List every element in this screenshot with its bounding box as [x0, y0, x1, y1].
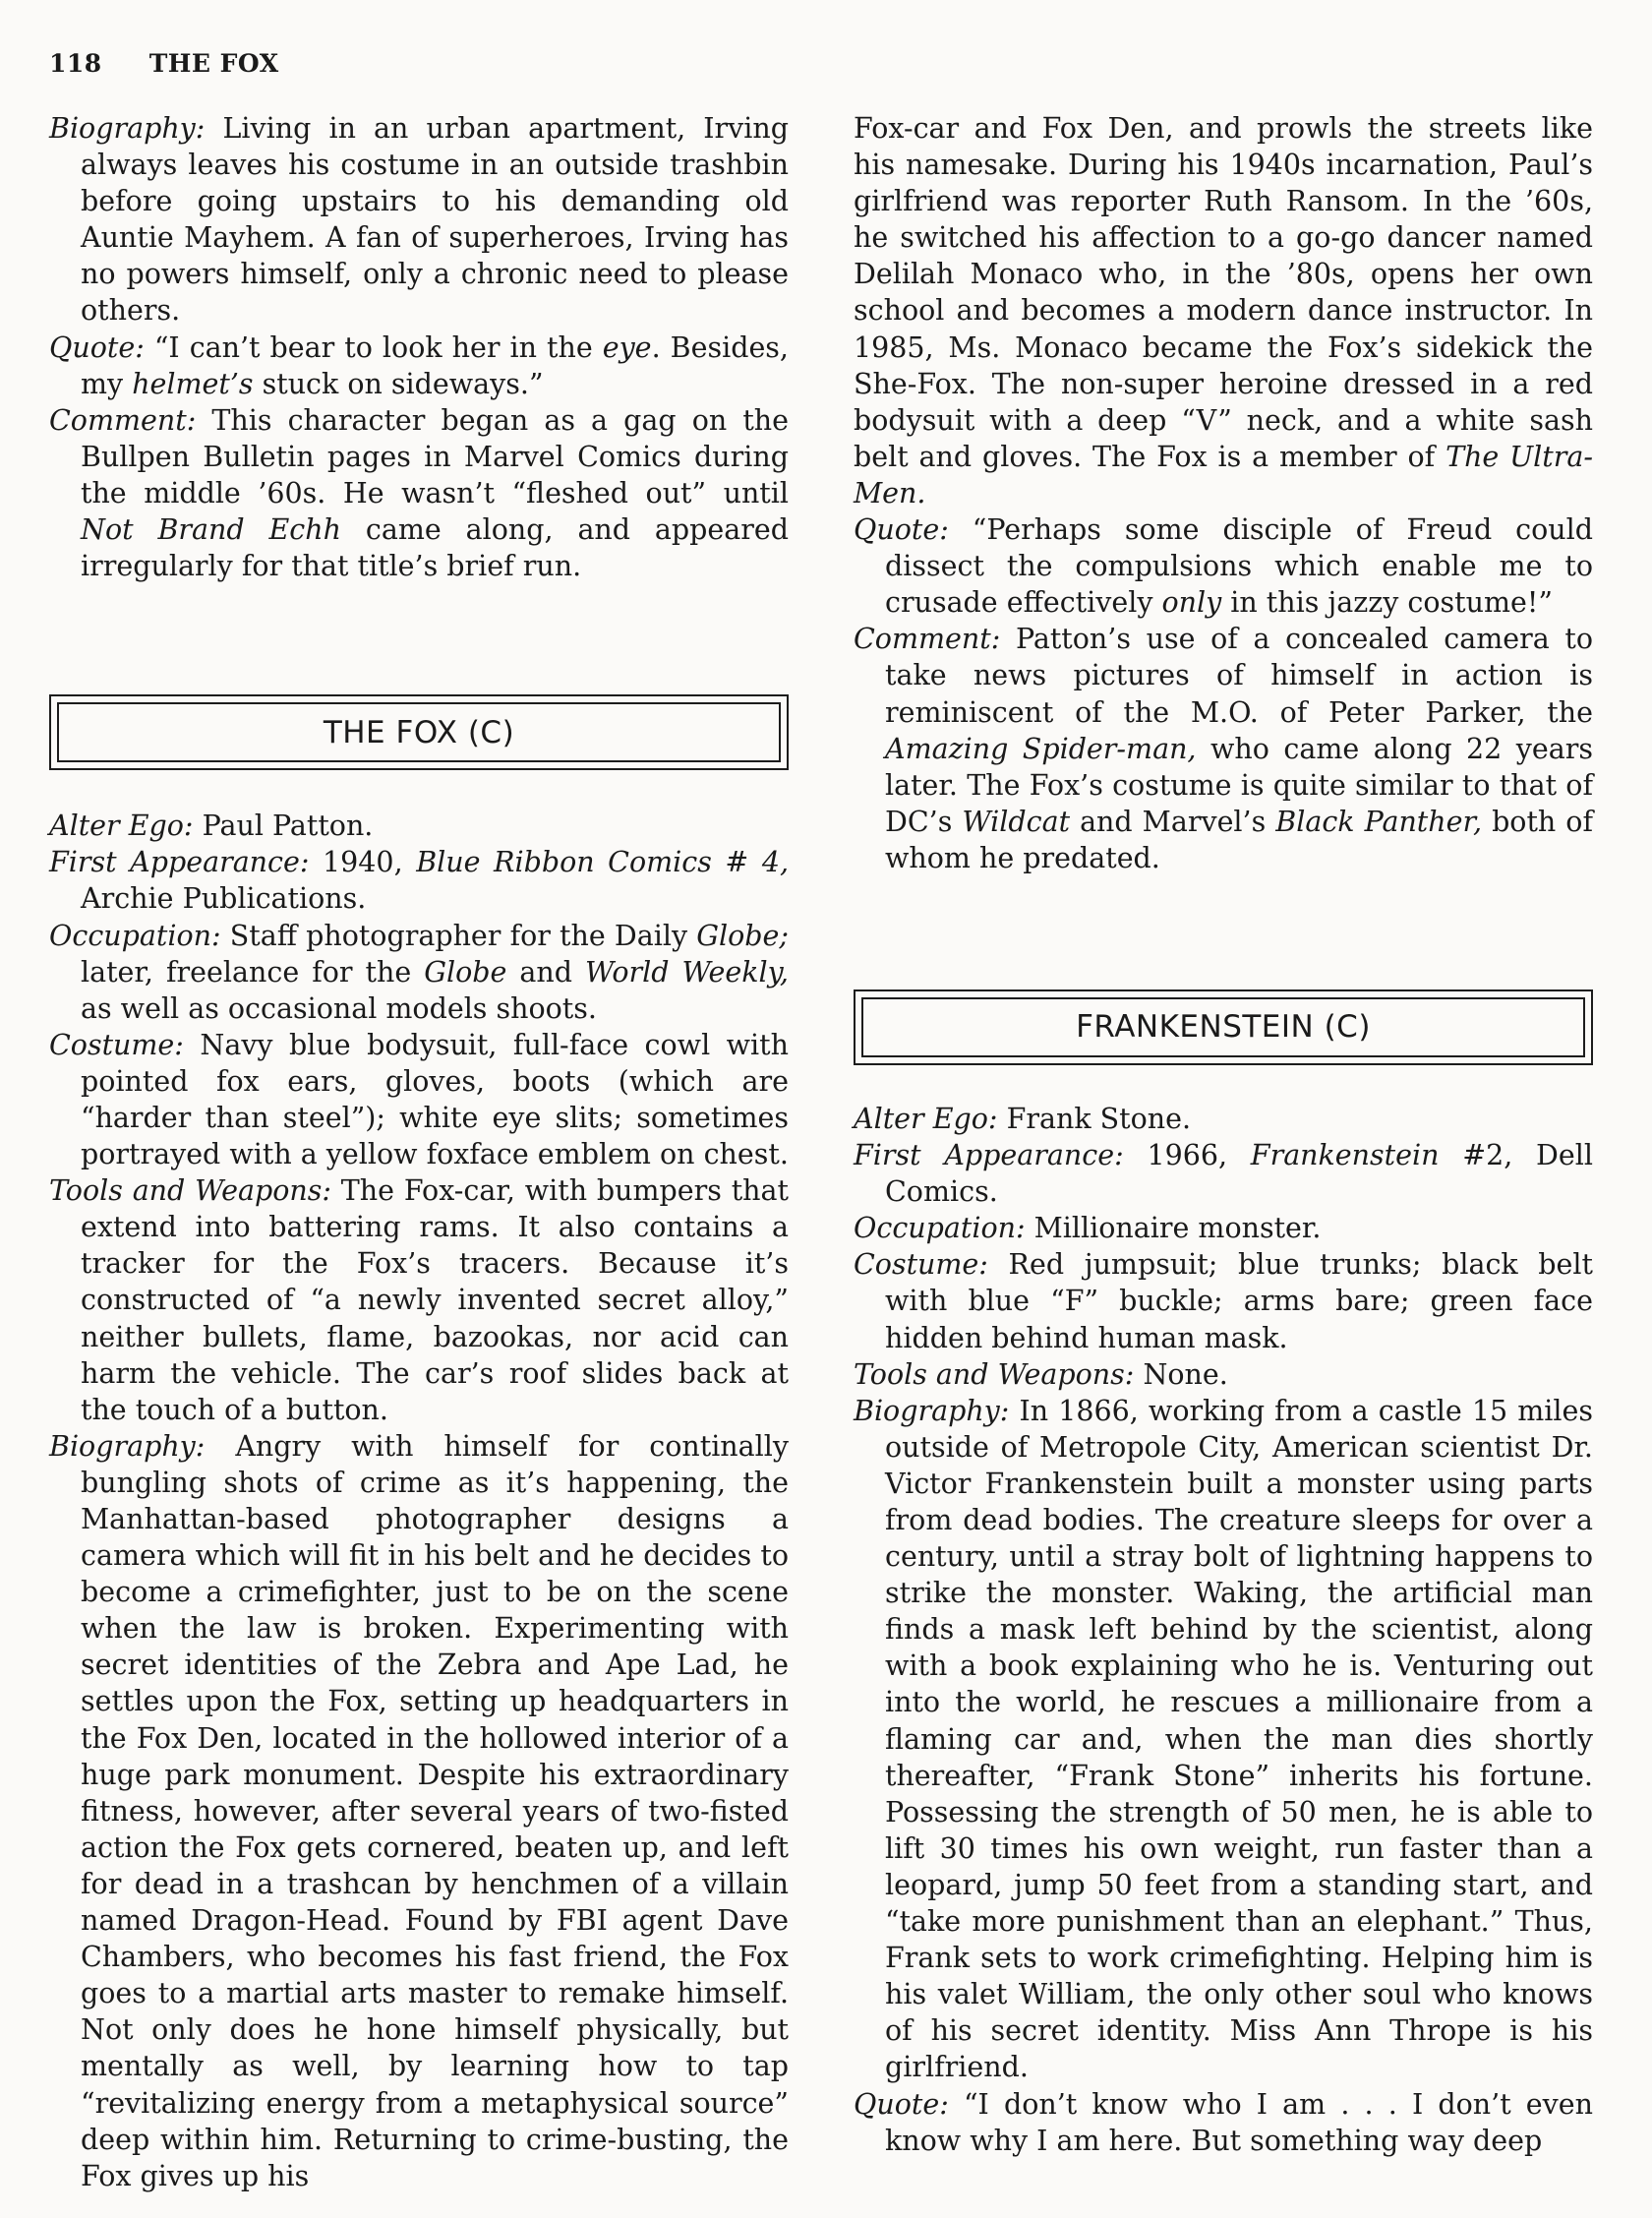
title-italic: Blue Ribbon Comics # 4,: [416, 846, 790, 879]
frankenstein-alter-ego: [854, 1101, 1593, 1137]
entry-text: 1966,: [1123, 1139, 1251, 1172]
frankenstein-occupation: [854, 1210, 1593, 1246]
entry-label: Biography:: [49, 112, 206, 145]
entry-text: stuck on sideways.”: [253, 367, 544, 400]
entry-text: Fox-car and Fox Den, and prowls the streets like his namesake. During his 1940s incarnation, Paul’s girlfriend was reporter Ruth Ransom. In the ’60s, he switched his affection to a go-go dancer named Delilah Monaco who, in the ’80s, opens her own school and becomes a modern dance instructor. In 1985, Ms. Monaco became the Fox’s sidekick the She-Fox. The non-super heroine dressed in a red bodysuit with a deep “V” neck, and a white sash belt and gloves. The Fox is a member of: [854, 112, 1593, 473]
entry-text: who came along 22 years later. The Fox’s costume is quite similar to that of DC’s: [885, 732, 1593, 838]
emphasis: eye: [602, 330, 652, 364]
entry-text: Red jumpsuit; blue trunks; black belt with blue “F” buckle; arms bare; green face hidden behind human mask.: [885, 1248, 1593, 1354]
page-header: [49, 49, 279, 78]
sidekick-biography: [49, 110, 789, 330]
entry-label: Costume:: [49, 1028, 184, 1061]
entry-text: both of whom he predated.: [885, 805, 1593, 874]
page-number: 118: [49, 49, 102, 78]
entry-text: and Marvel’s: [1070, 805, 1276, 838]
title-italic: Frankenstein: [1250, 1139, 1440, 1172]
entry-text: Paul Patton.: [193, 809, 374, 843]
entry-label: Quote:: [854, 513, 949, 547]
entry-label: Biography:: [49, 1429, 206, 1463]
frankenstein-heading-box: [854, 989, 1593, 1065]
entry-text: “I don’t know who I am . . . I don’t even know why I am here. But something way deep: [885, 2087, 1593, 2157]
frankenstein-quote: [854, 2086, 1593, 2159]
entry-label: Tools and Weapons:: [49, 1174, 331, 1208]
right-column: [854, 110, 1593, 2159]
entry-text: #2, Dell Comics.: [885, 1139, 1593, 1209]
entry-label: First Appearance:: [854, 1139, 1124, 1172]
entry-text: later, freelance for the: [81, 955, 425, 989]
entry-label: Alter Ego:: [854, 1102, 998, 1135]
title-italic: Wildcat: [962, 805, 1071, 838]
fox-biography: [49, 1428, 789, 2194]
frankenstein-heading: FRANKENSTEIN (C): [861, 997, 1585, 1057]
entry-label: Occupation:: [49, 919, 221, 952]
entry-text: Navy blue bodysuit, full-face cowl with pointed fox ears, gloves, boots (which are “harder than steel”); white eye slits; sometimes portrayed with a yellow foxface emblem on chest.: [81, 1028, 789, 1171]
entry-label: First Appearance:: [49, 846, 310, 879]
entry-label: Alter Ego:: [49, 809, 194, 843]
entry-text: Angry with himself for continally bungling shots of crime as it’s happening, the Manhattan-based photographer designs a camera which will fit in his belt and he decides to become a crimefighter, just to be on the scene when the law is broken. Experimenting with secret identities of the Zebra and Ape Lad, he settles upon the Fox, setting up headquarters in the Fox Den, located in the hollowed interior of a huge park monument. Despite his extraordinary fitness, however, after several years of two-fisted action the Fox gets cornered, beaten up, and left for dead in a trashcan by henchmen of a villain named Dragon-Head. Found by FBI agent Dave Chambers, who becomes his fast friend, the Fox goes to a martial arts master to remake himself. Not only does he hone himself physically, but mentally as well, by learning how to tap “revitalizing energy from a metaphysical source” deep within him. Returning to crime-busting, the Fox gives up his: [81, 1429, 789, 2192]
fox-heading: THE FOX (C): [57, 702, 781, 762]
entry-label: Tools and Weapons:: [854, 1357, 1135, 1391]
entry-text: “Perhaps some disciple of Freud could dissect the compulsions which enable me to crusade effectively: [885, 513, 1593, 620]
entry-text: in this jazzy costume!”: [1221, 586, 1553, 620]
fox-first-appearance: [49, 844, 789, 917]
emphasis: only: [1161, 586, 1222, 620]
fox-occupation: [49, 918, 789, 1027]
title-italic: World Weekly,: [585, 955, 789, 989]
fox-costume: [49, 1027, 789, 1172]
entry-text: came along, and appeared irregularly for that title’s brief run.: [81, 513, 789, 583]
title-italic: Globe: [424, 955, 507, 989]
entry-text: Archie Publications.: [81, 882, 367, 916]
entry-text: and: [506, 955, 586, 989]
title-italic: Amazing Spider-man,: [885, 732, 1197, 765]
frankenstein-first-appearance: [854, 1137, 1593, 1210]
title-italic: The Ultra-Men.: [854, 440, 1593, 510]
frankenstein-biography: [854, 1393, 1593, 2086]
entry-text: In 1866, working from a castle 15 miles outside of Metropole City, American scientist Dr. Victor Frankenstein built a monster using parts from dead bodies. The creature sleeps for over a century, until a stray bolt of lightning happens to strike the monster. Waking, the artificial man finds a mask left behind by the scientist, along with a book explaining who he is. Venturing out into the world, he rescues a millionaire from a flaming car and, when the man dies shortly thereafter, “Frank Stone” inherits his fortune. Possessing the strength of 50 men, he is able to lift 30 times his own weight, run faster than a leopard, jump 50 feet from a standing start, and “take more punishment than an elephant.” Thus, Frank sets to work crimefighting. Helping him is his valet William, the only other soul who knows of his secret identity. Miss Ann Thrope is his girlfriend.: [885, 1394, 1593, 2084]
entry-text: This character began as a gag on the Bullpen Bulletin pages in Marvel Comics during the middle ’60s. He wasn’t “fleshed out” until: [81, 403, 789, 510]
entry-text: The Fox-car, with bumpers that extend into battering rams. It also contains a tracker for the Fox’s tracers. Because it’s constructed of “a newly invented secret alloy,” neither bullets, flame, bazookas, nor acid can harm the vehicle. The car’s roof slides back at the touch of a button.: [81, 1174, 789, 1426]
title-italic: Black Panther,: [1275, 805, 1483, 838]
fox-tools: [49, 1172, 789, 1428]
frankenstein-costume: [854, 1246, 1593, 1355]
entry-text: Living in an urban apartment, Irving always leaves his costume in an outside trashbin before going upstairs to his demanding old Auntie Mayhem. A fan of superheroes, Irving has no powers himself, only a chronic need to please others.: [81, 112, 789, 328]
entry-text: Frank Stone.: [997, 1102, 1192, 1135]
fox-alter-ego: [49, 808, 789, 844]
entry-label: Occupation:: [854, 1212, 1026, 1245]
running-title: THE FOX: [148, 49, 279, 78]
entry-text: Staff photographer for the Daily: [220, 919, 697, 952]
entry-text: . Besides, my: [81, 330, 789, 400]
fox-biography-continued: [854, 110, 1593, 511]
left-column: [49, 110, 789, 2194]
sidekick-comment: [49, 402, 789, 584]
entry-text: as well as occasional models shoots.: [81, 991, 597, 1025]
entry-label: Biography:: [854, 1394, 1010, 1427]
fox-heading-box: [49, 694, 789, 770]
entry-label: Comment:: [854, 623, 1001, 656]
entry-text: Patton’s use of a concealed camera to take news pictures of himself in action is reminiscent of the M.O. of Peter Parker, the: [885, 623, 1593, 729]
title-italic: Not Brand Echh: [81, 513, 341, 547]
frankenstein-tools: [854, 1356, 1593, 1393]
entry-text: None.: [1134, 1357, 1228, 1391]
fox-quote: [854, 511, 1593, 621]
entry-label: Costume:: [854, 1248, 988, 1282]
entry-label: Quote:: [854, 2087, 949, 2121]
entry-text: Millionaire monster.: [1025, 1212, 1322, 1245]
emphasis: helmet’s: [132, 367, 254, 400]
entry-text: 1940,: [309, 846, 417, 879]
entry-text: “I can’t bear to look her in the: [144, 330, 603, 364]
title-italic: Globe;: [696, 919, 789, 952]
entry-label: Quote:: [49, 330, 145, 364]
sidekick-quote: [49, 330, 789, 402]
entry-label: Comment:: [49, 403, 197, 437]
fox-comment: [854, 621, 1593, 876]
